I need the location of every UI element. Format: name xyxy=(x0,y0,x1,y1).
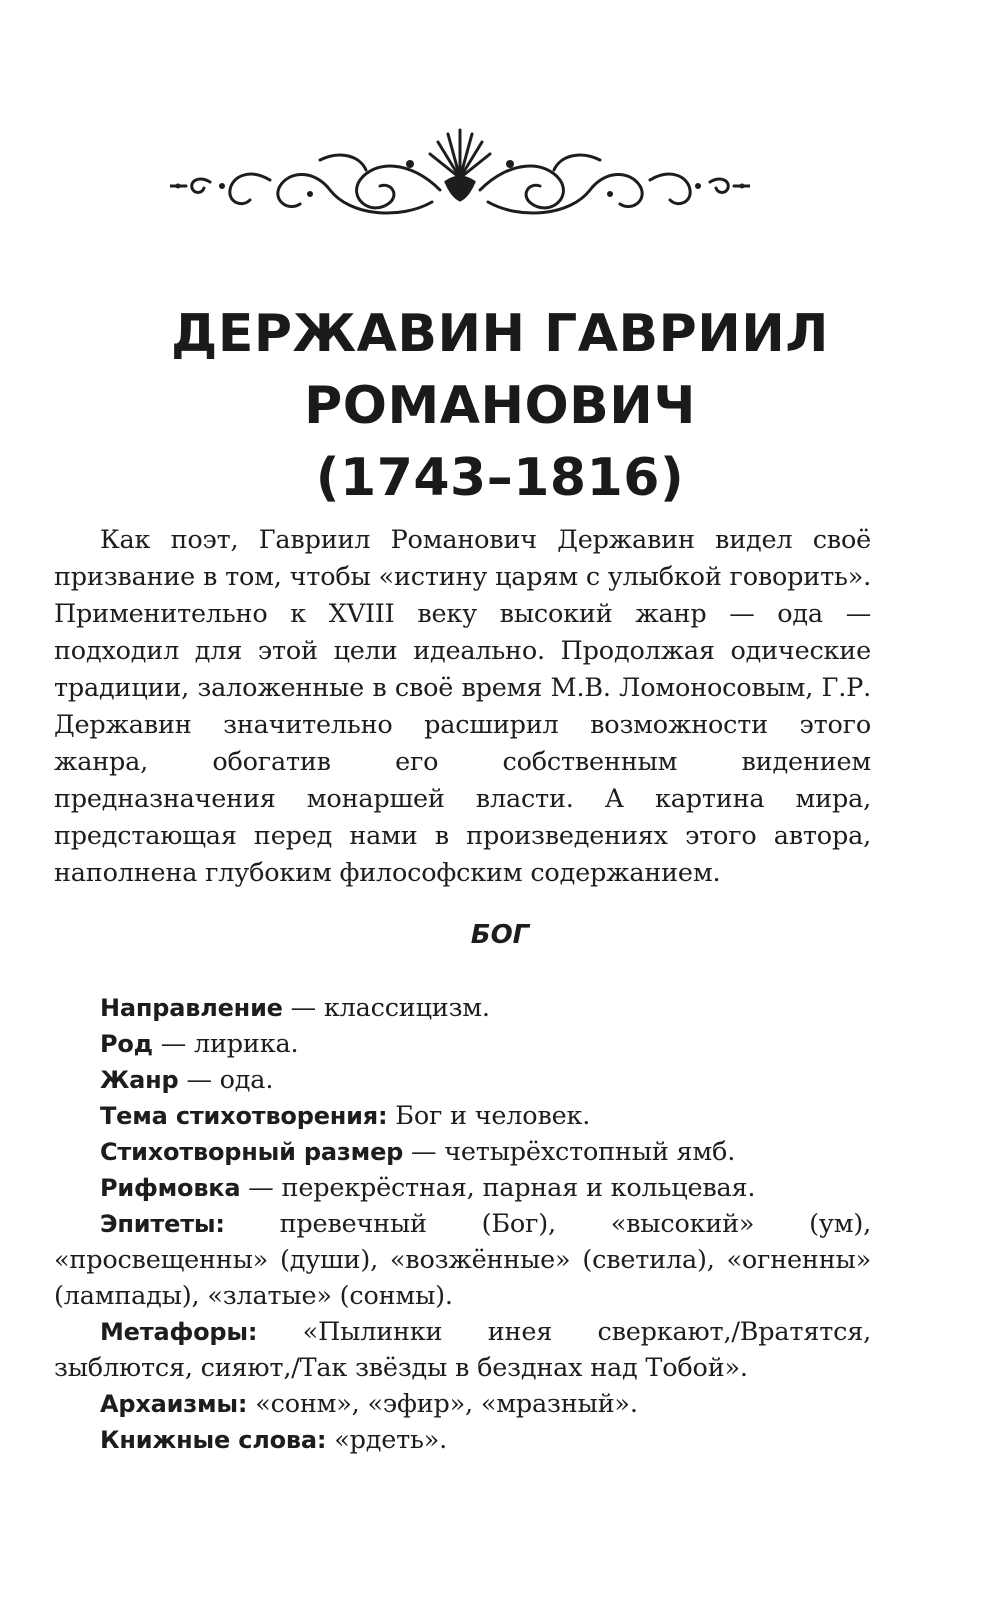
fact-text: — перекрёстная, парная и кольцевая. xyxy=(240,1173,756,1203)
fact-term: Архаизмы: xyxy=(100,1390,248,1418)
fact-term: Стихотворный размер xyxy=(100,1138,404,1166)
fact-term: Направление xyxy=(100,994,283,1022)
fact-text: превечный (Бог), «высокий» (ум), «просвещенны» (души), «возжённые» (светила), «огненны» (лампады), «златые» (сонмы). xyxy=(54,1209,871,1311)
fact-epithets xyxy=(54,1206,871,1314)
fact-genre xyxy=(54,1062,871,1098)
fact-term: Жанр xyxy=(100,1066,179,1094)
title-line-name: ДЕРЖАВИН ГАВРИИЛ xyxy=(171,304,829,364)
fact-term: Книжные слова: xyxy=(100,1426,327,1454)
fact-term: Рифмовка xyxy=(100,1174,241,1202)
fact-text: Бог и человек. xyxy=(387,1101,591,1131)
fact-rhyme xyxy=(54,1170,871,1206)
fact-genus xyxy=(54,1026,871,1062)
fact-text: «сонм», «эфир», «мразный». xyxy=(247,1389,638,1419)
fact-term: Метафоры: xyxy=(100,1318,258,1346)
fact-text: «рдеть». xyxy=(326,1425,448,1455)
fact-text: — лирика. xyxy=(152,1029,299,1059)
fact-term: Эпитеты: xyxy=(100,1210,225,1238)
section-title: БОГ xyxy=(470,920,530,950)
page-title xyxy=(0,298,1000,514)
fact-term: Тема стихотворения: xyxy=(100,1102,388,1130)
intro-paragraph: Как поэт, Гавриил Романович Державин видел своё призвание в том, чтобы «истину царям с улыбкой говорить». Применительно к XVIII веку высокий жанр — ода — подходил для этой цели идеально. Продолжая одические традиции, заложенные в своё время М.В. Ломоносовым, Г.Р. Державин значительно расширил возможности этого жанра, обогатив его собственным видением предназначения монаршей власти. А картина мира, предстающая перед нами в произведениях этого автора, наполнена глубоким философским содержанием. xyxy=(54,525,871,888)
fact-text: «Пылинки инея сверкают,/Вратятся, зыблются, сияют,/Так звёзды в безднах над Тобой». xyxy=(54,1317,871,1383)
fact-archaisms xyxy=(54,1386,871,1422)
title-line-patronymic: РОМАНОВИЧ xyxy=(304,376,696,436)
fact-term: Род xyxy=(100,1030,153,1058)
fact-bookish-words xyxy=(54,1422,871,1458)
fact-direction xyxy=(54,990,871,1026)
flourish-ornament-icon xyxy=(170,120,750,230)
poem-facts-list xyxy=(54,990,871,1458)
fact-theme xyxy=(54,1098,871,1134)
fact-metaphors xyxy=(54,1314,871,1386)
title-line-years: (1743–1816) xyxy=(315,448,685,508)
fact-text: — классицизм. xyxy=(282,993,490,1023)
fact-text: — ода. xyxy=(178,1065,274,1095)
fact-text: — четырёхстопный ямб. xyxy=(403,1137,736,1167)
fact-meter xyxy=(54,1134,871,1170)
